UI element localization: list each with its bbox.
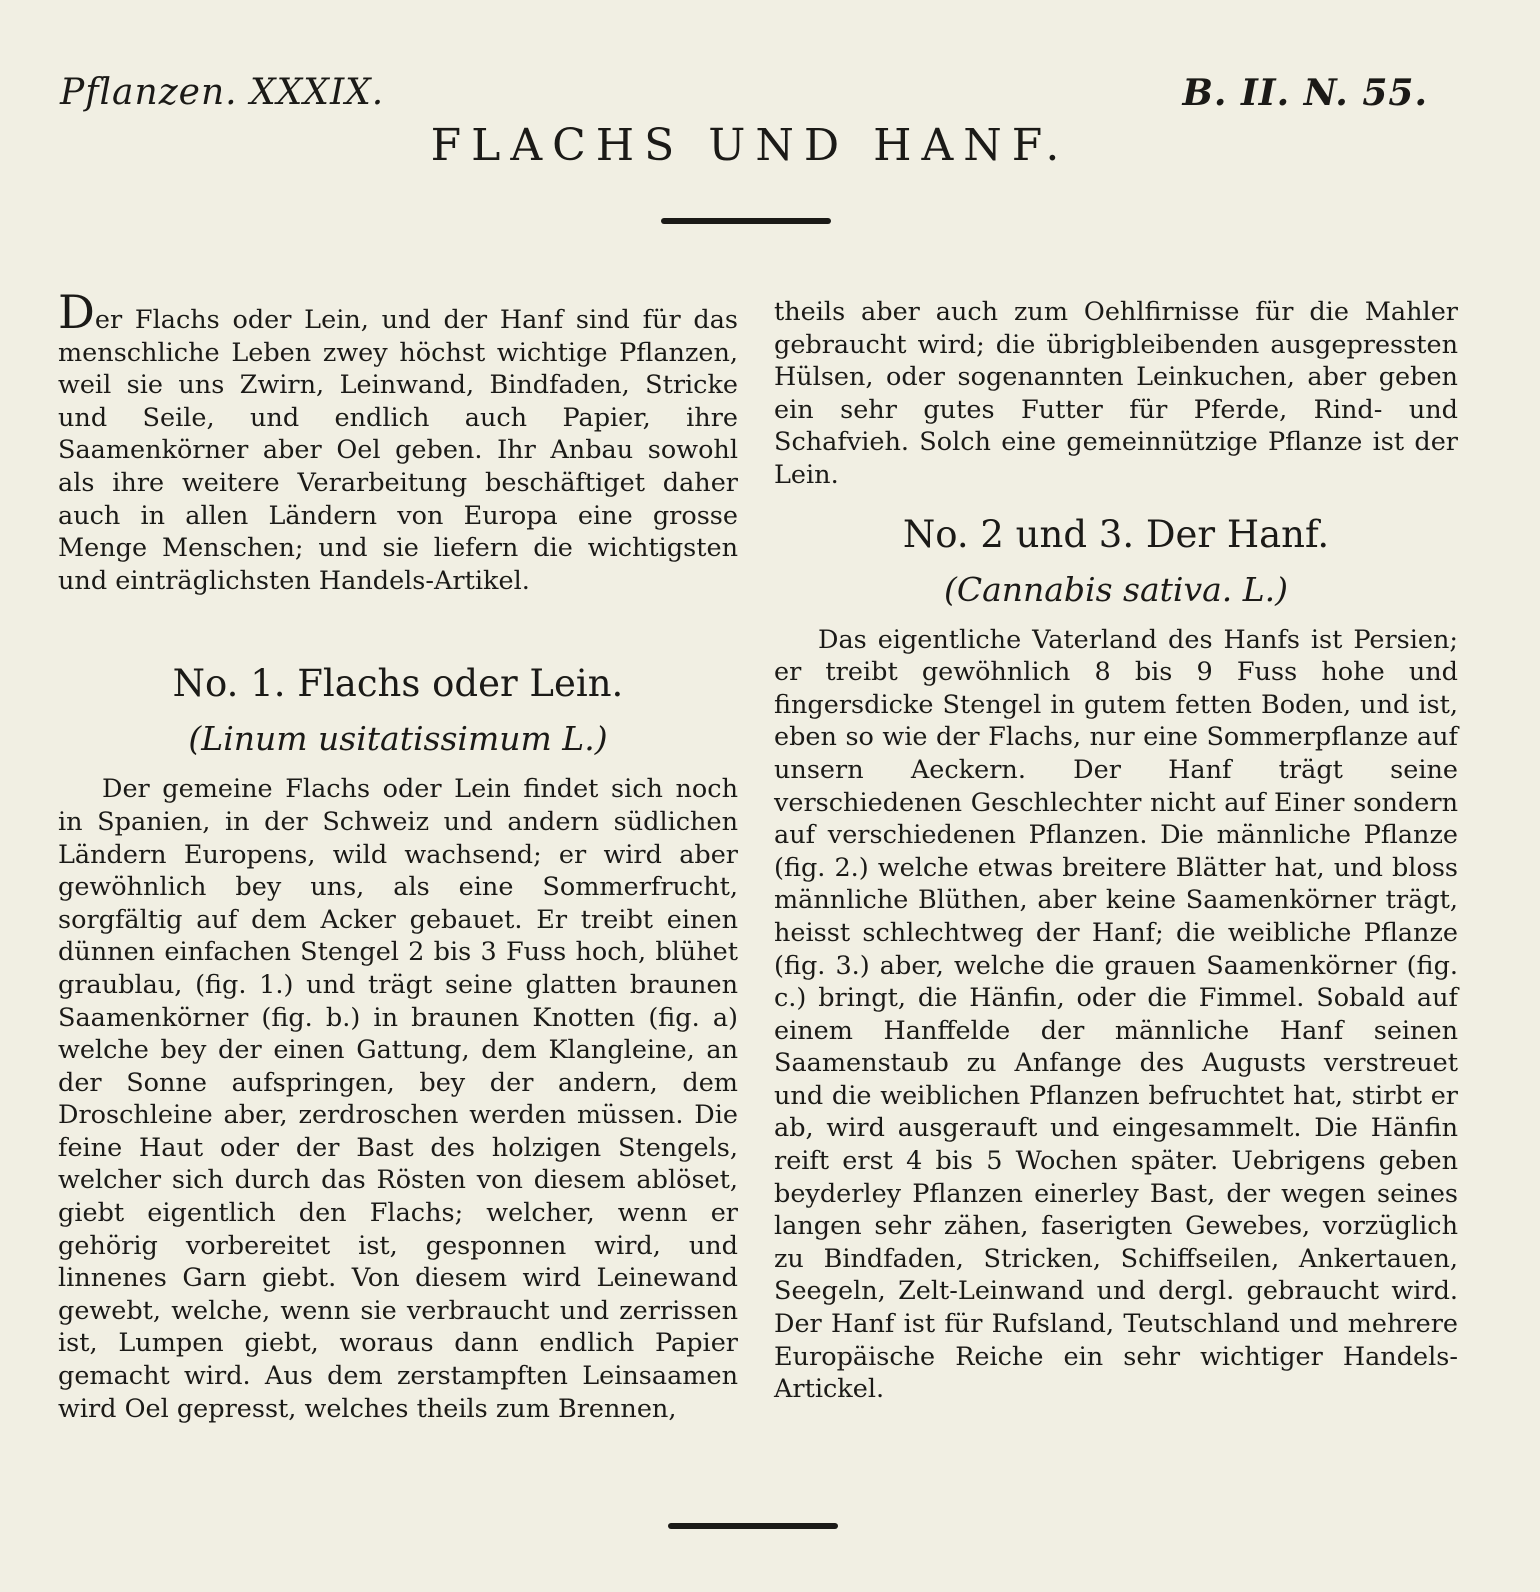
drop-cap: D bbox=[58, 285, 95, 339]
section-1-latin-name: (Linum usitatissimum L.) bbox=[188, 719, 608, 759]
title-divider bbox=[661, 218, 831, 224]
intro-text: er Flachs oder Lein, und der Hanf sind für das menschliche Leben zwey höchst wichtige Pflanzen, weil sie uns Zwirn, Leinwand, Bindfaden, Stricke und Seile, und endlich auch Papier, ihre Saamenkörner aber Oel geben. Ihr Anbau sowohl als ihre weitere Verarbeitung beschäftiget daher auch in allen Ländern von Europa eine grosse Menge Menschen; und sie liefern die wichtigsten und einträglichsten Handels-Artikel. bbox=[58, 305, 738, 596]
footer-divider bbox=[668, 1523, 838, 1529]
intro-paragraph bbox=[58, 285, 738, 597]
section-1-paragraph: Der gemeine Flachs oder Lein findet sich noch in Spanien, in der Schweiz und andern südlichen Ländern Europens, wild wachsend; er wird aber gewöhnlich bey uns, als eine Sommerfrucht, sorgfältig auf dem Acker gebauet. Er treibt einen dünnen einfachen Stengel 2 bis 3 Fuss hoch, blühet graublau, (fig. 1.) und trägt seine glatten braunen Saamenkörner (fig. b.) in braunen Knotten (fig. a) welche bey der einen Gattung, dem Klangleine, an der Sonne aufspringen, bey der andern, dem Droschleine aber, zerdroschen werden müssen. Die feine Haut oder der Bast des holzigen Stengels, welcher sich durch das Rösten von diesem ablöset, giebt eigentlich den Flachs; welcher, wenn er gehörig vorbereitet ist, gesponnen wird, und linnenes Garn giebt. Von diesem wird Leinewand gewebt, welche, wenn sie verbraucht und zerrissen ist, Lumpen giebt, woraus dann endlich Papier gemacht wird. Aus dem zerstampften Leinsaamen wird Oel gepresst, welches theils zum Brennen, bbox=[58, 774, 738, 1424]
section-2-paragraph: Das eigentliche Vaterland des Hanfs ist Persien; er treibt gewöhnlich 8 bis 9 Fuss hohe und fingersdicke Stengel in gutem fetten Boden, und ist, eben so wie der Flachs, nur eine Sommerpflanze auf unsern Aeckern. Der Hanf trägt seine verschiedenen Geschlechter nicht auf Einer sondern auf verschiedenen Pflanzen. Die männliche Pflanze (fig. 2.) welche etwas breitere Blätter hat, und bloss männliche Blüthen, aber keine Saamenkörner trägt, heisst schlechtweg der Hanf; die weibliche Pflanze (fig. 3.) aber, welche die grauen Saamenkörner (fig. c.) bringt, die Hänfin, oder die Fimmel. Sobald auf einem Hanffelde der männliche Hanf seinen Saamenstaub zu Anfange des Augusts verstreuet und die weiblichen Pflanzen befruchtet hat, stirbt er ab, wird ausgerauft und eingesammelt. Die Hänfin reift erst 4 bis 5 Wochen später. Uebrigens geben beyderley Pflanzen einerley Bast, der wegen seines langen sehr zähen, faserigten Gewebes, vorzüglich zu Bindfaden, Stricken, Schiffseilen, Ankertauen, Seegeln, Zelt-Leinwand und dergl. gebraucht wird. Der Hanf ist für Rufsland, Teutschland und mehrere Europäische Reiche ein sehr wichtiger Handels-Artickel. bbox=[774, 624, 1458, 1405]
continuation-paragraph: theils aber auch zum Oehlfirnisse für die Mahler gebraucht wird; die übrigbleibenden ausgepressten Hülsen, oder sogenannten Leinkuchen, aber geben ein sehr gutes Futter für Pferde, Rind- und Schafvieh. Solch eine gemeinnützige Pflanze ist der Lein. bbox=[774, 297, 1458, 490]
section-2-latin-name: (Cannabis sativa. L.) bbox=[943, 569, 1289, 609]
section-2-heading: No. 2 und 3. Der Hanf. bbox=[902, 512, 1330, 556]
right-column bbox=[774, 296, 1458, 1406]
header-left-label: Pflanzen. XXXIX. bbox=[60, 72, 385, 113]
section-1-heading: No. 1. Flachs oder Lein. bbox=[172, 662, 624, 706]
left-column bbox=[58, 285, 738, 1425]
header-right-label: B. II. N. 55. bbox=[1182, 72, 1428, 114]
page-title: FLACHS UND HANF. bbox=[430, 120, 1070, 171]
